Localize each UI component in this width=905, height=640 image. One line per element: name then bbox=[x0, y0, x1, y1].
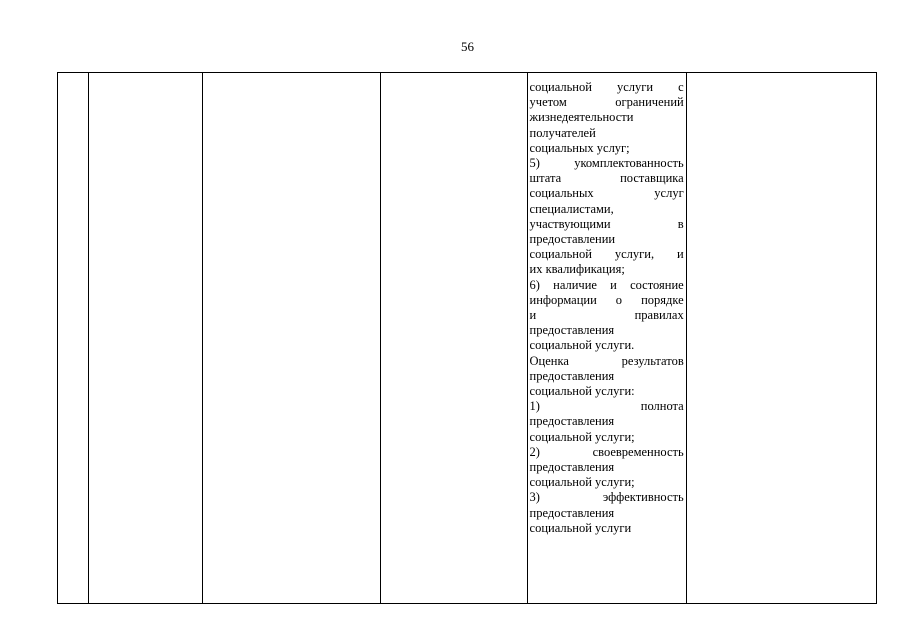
cell-text-line: жизнедеятельности bbox=[529, 110, 634, 125]
cell-text-line: предоставления bbox=[529, 323, 615, 338]
page-number: 56 bbox=[461, 39, 474, 54]
cell-text-line: предоставлении bbox=[529, 232, 616, 247]
table-cell-col5 bbox=[527, 73, 686, 604]
cell-text-line: предоставления bbox=[529, 460, 615, 475]
cell-text-line: Оценка результатов bbox=[529, 353, 684, 368]
cell-text-line: учетом ограничений bbox=[529, 95, 684, 110]
table-cell-col1 bbox=[58, 73, 89, 604]
cell-text-line: получателей bbox=[529, 125, 596, 140]
cell-text-line: предоставления bbox=[529, 505, 615, 520]
cell-text-line: предоставления bbox=[529, 368, 615, 383]
cell-text-line: и правилах bbox=[529, 308, 684, 323]
cell-text-line: социальных услуг bbox=[529, 186, 684, 201]
cell-text-line: социальной услуги; bbox=[529, 429, 635, 444]
table-cell-col4 bbox=[381, 73, 527, 604]
cell-text-block bbox=[528, 73, 686, 536]
cell-text-line: участвующими в bbox=[529, 216, 684, 231]
document-table bbox=[57, 72, 877, 604]
cell-text-line: специалистами, bbox=[529, 201, 614, 216]
cell-text-line: социальной услуги; bbox=[529, 475, 635, 490]
table-cell-col6 bbox=[686, 73, 876, 604]
cell-text-line: социальной услуги, и bbox=[529, 247, 684, 262]
cell-text-line: социальной услуги bbox=[529, 520, 632, 535]
cell-text-line: штата поставщика bbox=[529, 171, 684, 186]
cell-text-line: предоставления bbox=[529, 414, 615, 429]
table-cell-col2 bbox=[89, 73, 203, 604]
cell-text-line: социальной услуги. bbox=[529, 338, 635, 353]
table-cell-col3 bbox=[203, 73, 381, 604]
cell-text-line: 6) наличие и состояние bbox=[529, 277, 684, 292]
table-row bbox=[58, 73, 877, 604]
cell-text-line: 2) своевременность bbox=[529, 444, 684, 459]
cell-text-line: социальной услуги: bbox=[529, 384, 635, 399]
cell-text-line: социальных услуг; bbox=[529, 140, 630, 155]
cell-text-line: 3) эффективность bbox=[529, 490, 684, 505]
cell-text-line: 1) полнота bbox=[529, 399, 684, 414]
cell-text-line: социальной услуги с bbox=[529, 80, 684, 94]
cell-text-line: информации о порядке bbox=[529, 292, 684, 307]
cell-text-line: их квалификация; bbox=[529, 262, 625, 277]
cell-text-line: 5) укомплектованность bbox=[529, 156, 684, 171]
